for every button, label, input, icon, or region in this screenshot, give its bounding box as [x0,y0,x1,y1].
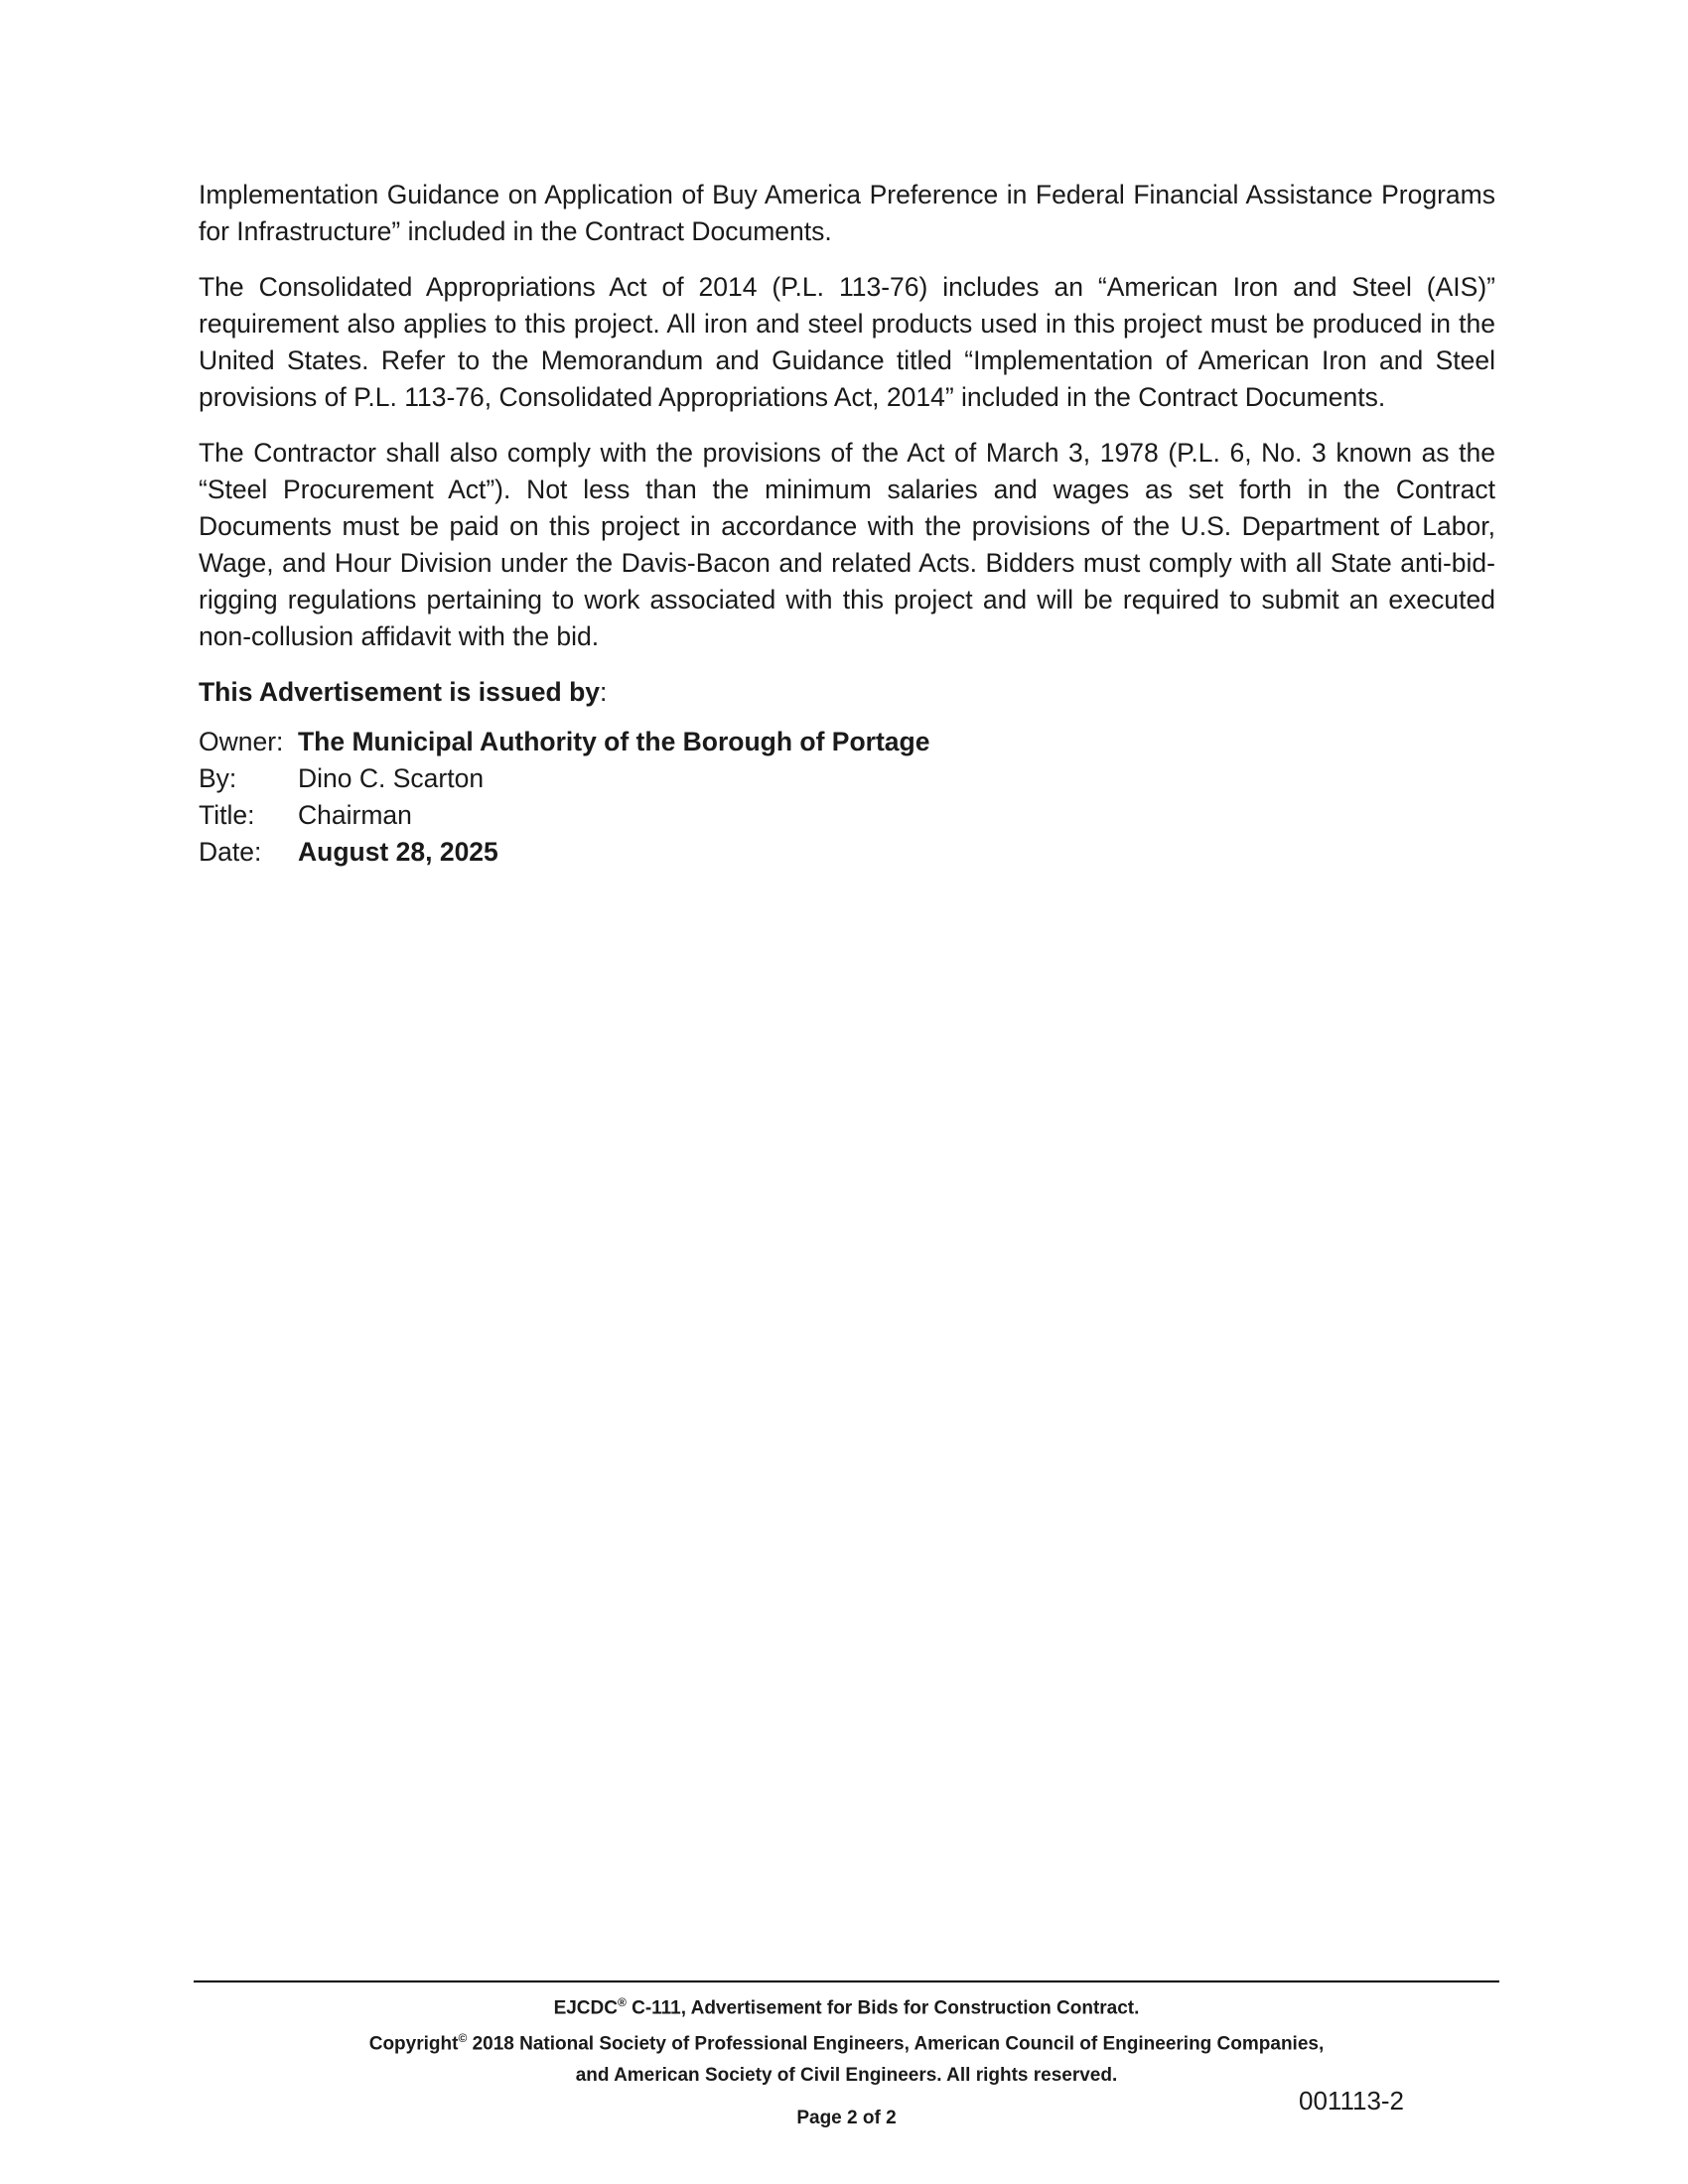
owner-value: The Municipal Authority of the Borough of Portage [298,727,930,756]
footer-rights: and American Society of Civil Engineers. All rights reserved. [575,2064,1118,2086]
owner-label: Owner: [199,727,284,756]
issued-by-heading [199,674,1495,711]
date-label: Date: [199,837,262,867]
page-number: Page 2 of 2 [796,2107,897,2128]
document-body [199,177,1495,871]
footer-copyright-prefix: Copyright [368,2033,459,2055]
issuer-title-row [199,797,1495,834]
issued-by-heading-colon: : [600,677,608,707]
copyright-mark: © [458,2031,468,2046]
title-value: Chairman [298,800,412,830]
paragraph-american-iron-steel: The Consolidated Appropriations Act of 2014 (P.L. 113-76) includes an “American Iron and Steel (AIS)” requirement also applies to this project. All iron and steel products used in this project must be produced in the United States. Refer to the Memorandum and Guidance titled “Implementation of American Iron and Steel provisions of P.L. 113-76, Consolidated Appropriations Act, 2014” included in the Contract Documents. [199,272,1495,412]
issuer-owner-row [199,724,1495,760]
footer-divider [194,1980,1499,1982]
registered-mark: ® [617,1995,627,2009]
by-label: By: [199,763,237,793]
title-label: Title: [199,800,255,830]
issuer-date-row [199,834,1495,871]
footer-form-suffix: C-111, Advertisement for Bids for Construction Contract. [626,1997,1140,2019]
footer-form-prefix: EJCDC [553,1997,618,2019]
issued-by-heading-text: This Advertisement is issued by [199,677,601,707]
footer-form-title [194,1987,1499,2023]
paragraph-buy-america: Implementation Guidance on Application of Buy America Preference in Federal Financial Assistance Programs for Infrastructure” included in the Contract Documents. [199,180,1495,246]
issuer-by-row [199,760,1495,797]
footer-copyright [194,2023,1499,2059]
by-value: Dino C. Scarton [298,763,485,793]
document-number: 001113-2 [1299,2086,1405,2116]
date-value: August 28, 2025 [298,837,498,867]
paragraph-steel-procurement-act: The Contractor shall also comply with the provisions of the Act of March 3, 1978 (P.L. 6, No. 3 known as the “Steel Procurement Act”). Not less than the minimum salaries and wages as set forth in the Contract Documents must be paid on this project in accordance with the provisions of the U.S. Department of Labor, Wage, and Hour Division under the Davis-Bacon and related Acts. Bidders must comply with all State anti-bid-rigging regulations pertaining to work associated with this project and will be required to submit an executed non-collusion affidavit with the bid. [199,438,1495,651]
footer-copyright-suffix: 2018 National Society of Professional Engineers, American Council of Engineering Companies, [467,2033,1325,2055]
